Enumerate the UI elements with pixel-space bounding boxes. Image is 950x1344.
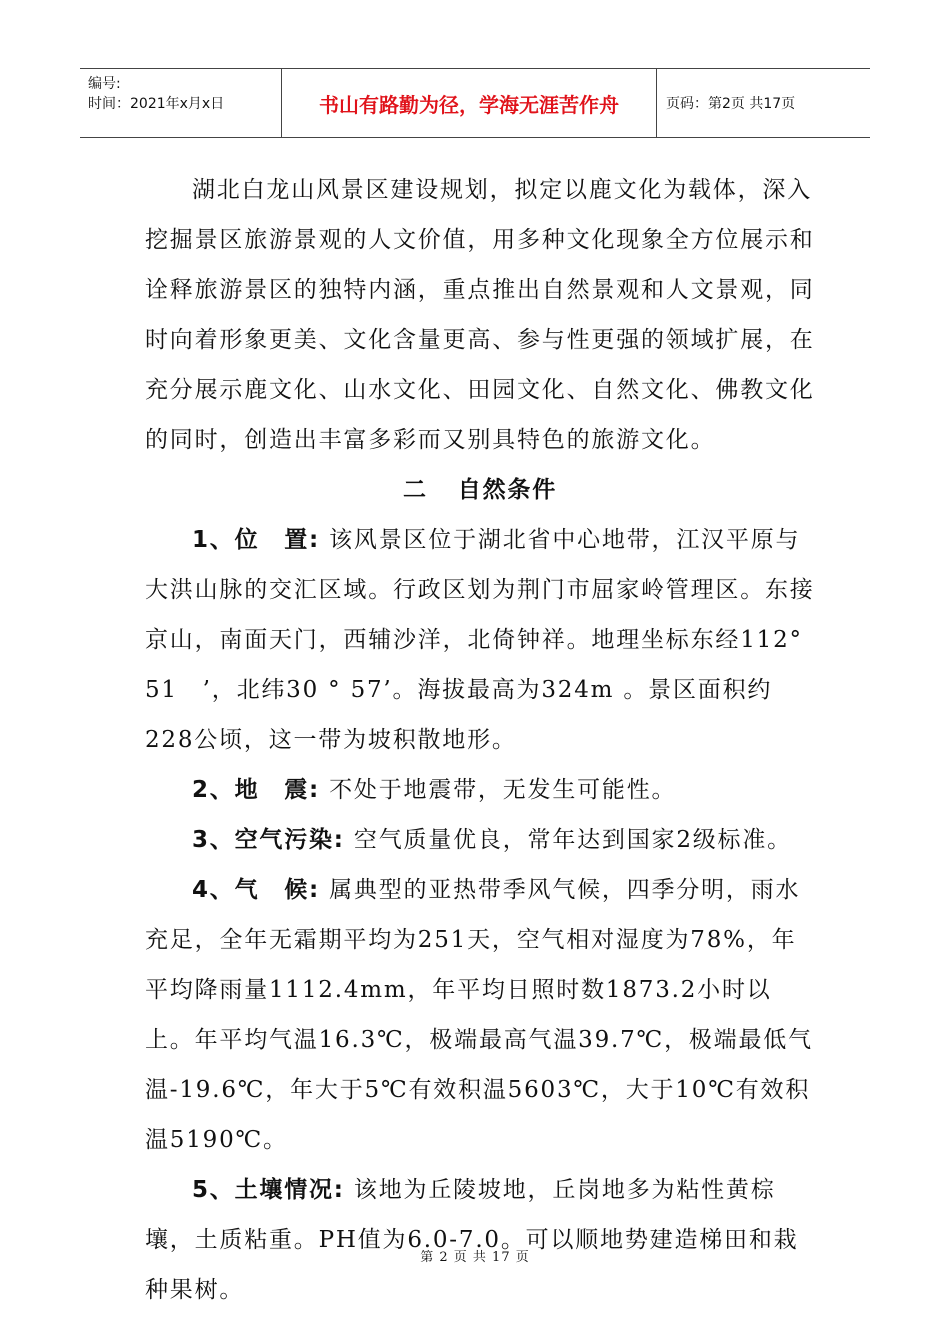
item-text: 不处于地震带，无发生可能性。 bbox=[320, 777, 677, 803]
document-date: 时间：2021年x月x日 bbox=[88, 96, 225, 112]
item-text: 该风景区位于湖北省中心地带，江汉平原与大洪山脉的交汇区域。行政区划为荆门市屈家岭管理区。东接京山，南面天门，西辅沙洋，北倚钟祥。地理坐标东经112° 51 ’，北纬30 ° 57’。海拔最高为324m 。景区面积约228公顷，这一带为坡积散地形。 bbox=[145, 527, 828, 753]
item-label: 3、空气污染: bbox=[192, 827, 345, 853]
item-text: 空气质量优良，常年达到国家2级标准。 bbox=[344, 827, 792, 853]
paragraph-soil bbox=[145, 1165, 815, 1315]
intro-paragraph: 湖北白龙山风景区建设规划，拟定以鹿文化为载体，深入挖掘景区旅游景观的人文价值，用多种文化现象全方位展示和诠释旅游景区的独特内涵，重点推出自然景观和人文景观，同时向着形象更美、文化含量更高、参与性更强的领域扩展，在充分展示鹿文化、山水文化、田园文化、自然文化、佛教文化的同时，创造出丰富多彩而又别具特色的旅游文化。 bbox=[145, 177, 815, 453]
page-header bbox=[80, 68, 870, 138]
section-title: 自然条件 bbox=[457, 477, 557, 503]
section-heading bbox=[145, 465, 815, 515]
header-motto: 书山有路勤为径，学海无涯苦作舟 bbox=[282, 69, 657, 137]
document-number-label: 编号: bbox=[88, 76, 121, 92]
paragraph-earthquake bbox=[145, 765, 815, 815]
item-text: 该地为丘陵坡地，丘岗地多为粘性黄棕壤，土质粘重。PH值为6.0-7.0。可以顺地势建造梯田和栽种果树。 bbox=[145, 1177, 799, 1303]
paragraph-air-pollution bbox=[145, 815, 815, 865]
item-label: 1、位 置: bbox=[192, 527, 321, 553]
page-footer: 第 2 页 共 17 页 bbox=[420, 1250, 530, 1265]
paragraph-climate bbox=[145, 865, 815, 1165]
item-label: 5、土壤情况: bbox=[192, 1177, 345, 1203]
paragraph-location bbox=[145, 515, 828, 765]
header-page-info: 页码：第2页 共17页 bbox=[666, 96, 796, 112]
item-label: 4、气 候: bbox=[192, 877, 321, 903]
document-body bbox=[145, 165, 828, 1315]
header-meta bbox=[80, 69, 282, 137]
item-text: 属典型的亚热带季风气候，四季分明，雨水充足，全年无霜期平均为251天，空气相对湿度为78%，年平均降雨量1112.4mm，年平均日照时数1873.2小时以上。年平均气温16.3℃，极端最高气温39.7℃，极端最低气温-19.6℃，年大于5℃有效积温5603℃，大于10℃有效积温5190℃。 bbox=[145, 877, 813, 1153]
item-label: 2、地 震: bbox=[192, 777, 321, 803]
section-number: 二 bbox=[402, 477, 428, 503]
